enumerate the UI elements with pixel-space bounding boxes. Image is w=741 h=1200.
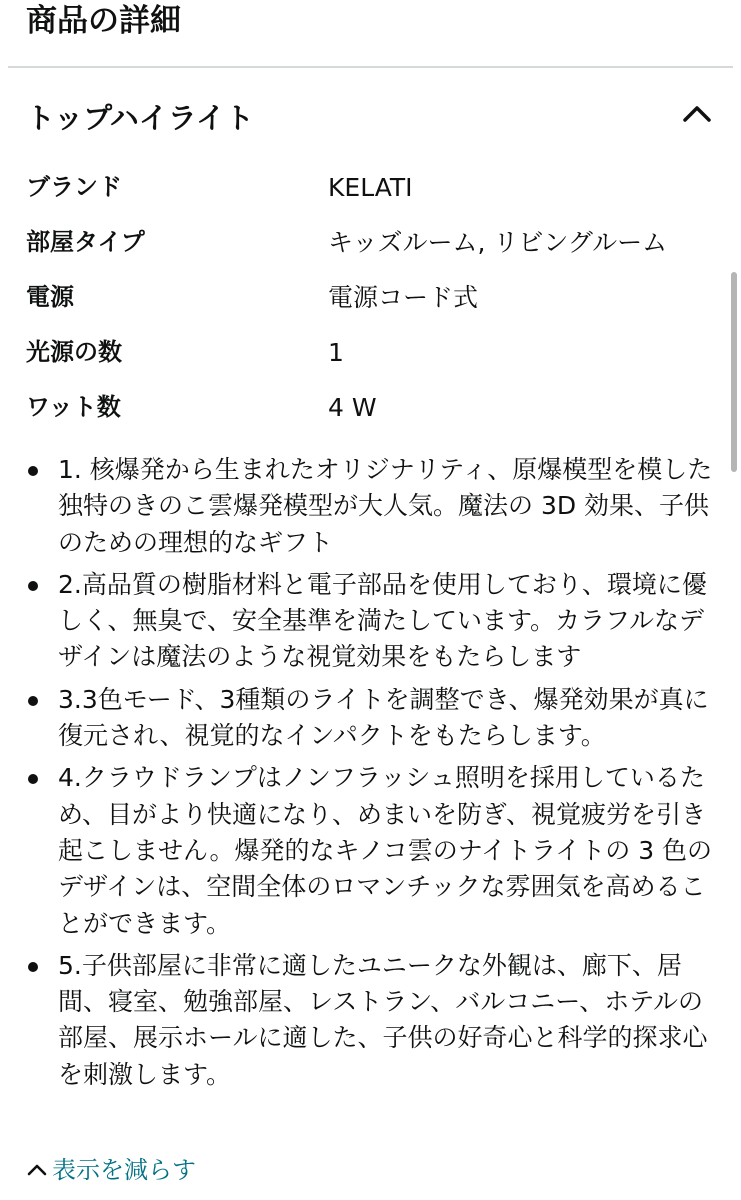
chevron-up-icon xyxy=(26,1159,48,1181)
spec-value: KELATI xyxy=(328,173,413,202)
bullet-dot-icon xyxy=(28,774,38,784)
spec-row-brand xyxy=(26,160,726,215)
spec-table xyxy=(26,160,726,435)
bullet-text: 2.高品質の樹脂材料と電子部品を使用しており、環境に優しく、無臭で、安全基準を満たしています。カラフルなデザインは魔法のような視覚効果をもたらします xyxy=(58,569,707,672)
bullet-dot-icon xyxy=(28,696,38,706)
divider xyxy=(8,66,733,68)
spec-row-room-type xyxy=(26,215,726,270)
chevron-up-icon[interactable] xyxy=(681,98,713,130)
spec-label: 電源 xyxy=(26,283,74,311)
list-item xyxy=(22,567,718,676)
show-less-link[interactable] xyxy=(26,1150,196,1190)
top-highlights-header[interactable] xyxy=(0,92,741,144)
list-item xyxy=(22,682,718,755)
spec-label: ワット数 xyxy=(26,393,121,421)
spec-value: 電源コード式 xyxy=(328,283,479,312)
section-title: トップハイライト xyxy=(26,101,254,135)
scrollbar-thumb[interactable] xyxy=(731,272,737,472)
bullet-dot-icon xyxy=(28,581,38,591)
bullet-text: 1. 核爆発から生まれたオリジナリティ、原爆模型を模した独特のきのこ雲爆発模型が大人気。魔法の 3D 効果、子供のための理想的なギフト xyxy=(58,455,713,557)
spec-row-wattage xyxy=(26,380,726,435)
feature-bullets xyxy=(22,452,718,1099)
spec-label: ブランド xyxy=(26,173,122,201)
spec-value: 4 W xyxy=(328,393,377,422)
spec-label: 部屋タイプ xyxy=(26,228,145,256)
show-less-label[interactable]: 表示を減らす xyxy=(52,1156,196,1184)
spec-value: 1 xyxy=(328,338,344,367)
spec-label: 光源の数 xyxy=(26,338,122,366)
spec-row-light-count xyxy=(26,325,726,380)
page-title: 商品の詳細 xyxy=(26,3,181,39)
bullet-dot-icon xyxy=(28,962,38,972)
bullet-text: 5.子供部屋に非常に適したユニークな外観は、廊下、居間、寝室、勉強部屋、レストラン、バルコニー、ホテルの部屋、展示ホールに適した、子供の好奇心と科学的探求心を刺激します。 xyxy=(58,950,708,1089)
bullet-text: 4.クラウドランプはノンフラッシュ照明を採用しているため、目がより快適になり、めまいを防ぎ、視覚疲労を引き起こしません。爆発的なキノコ雲のナイトライトの 3 色のデザインは、空間全体のロマンチックな雰囲気を高めることができます。 xyxy=(58,763,713,938)
bullet-text: 3.3色モード、3種類のライトを調整でき、爆発効果が真に復元され、視覚的なインパクトをもたらします。 xyxy=(58,684,709,751)
spec-row-power-source xyxy=(26,270,726,325)
spec-value: キッズルーム, リビングルーム xyxy=(328,228,668,257)
list-item xyxy=(22,452,718,561)
list-item xyxy=(22,760,718,941)
list-item xyxy=(22,948,718,1093)
bullet-dot-icon xyxy=(28,466,38,476)
